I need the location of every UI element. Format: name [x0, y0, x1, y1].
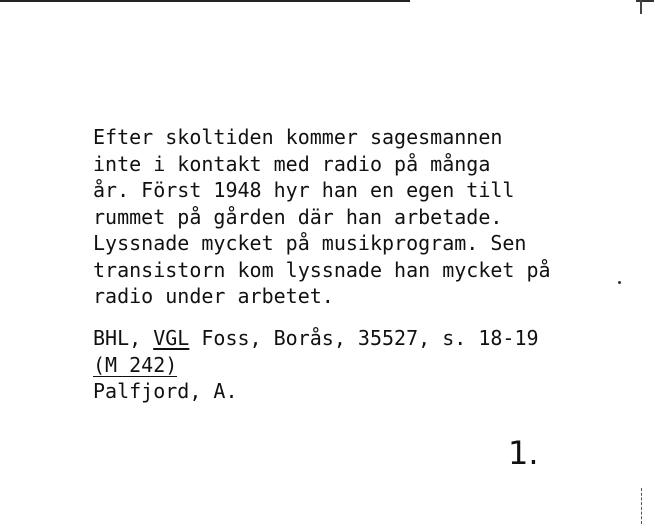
- text-line: år. Först 1948 hyr han en egen till: [93, 178, 515, 202]
- right-edge-mark-top: [640, 0, 642, 14]
- shelf-mark-line: [93, 352, 539, 379]
- text-line: transistorn kom lyssnade han mycket på: [93, 257, 551, 282]
- right-edge-mark-bottom: [641, 488, 643, 524]
- informant-name: Palfjord, A.: [93, 379, 238, 403]
- source-reference: [93, 325, 539, 405]
- handwritten-page-number: 1.: [508, 434, 539, 472]
- record-text: [93, 124, 551, 310]
- text-line: radio under arbetet.: [93, 284, 334, 308]
- archive-prefix: BHL,: [93, 326, 154, 350]
- archive-details: Foss, Borås, 35527, s. 18-19: [189, 326, 539, 350]
- archive-reference-line: [93, 325, 539, 352]
- archive-code: VGL: [153, 326, 190, 350]
- top-right-edge-line: [636, 0, 654, 2]
- ink-speck: [618, 281, 621, 284]
- shelf-mark: (M 242): [93, 352, 178, 377]
- text-line: rummet på gården där han arbetade.: [93, 204, 503, 229]
- top-edge-line: [0, 0, 410, 2]
- text-line: inte i kontakt med radio på många: [93, 151, 491, 176]
- text-line: Lyssnade mycket på musikprogram. Sen: [93, 231, 527, 255]
- text-line: Efter skoltiden kommer sagesmannen: [93, 125, 503, 149]
